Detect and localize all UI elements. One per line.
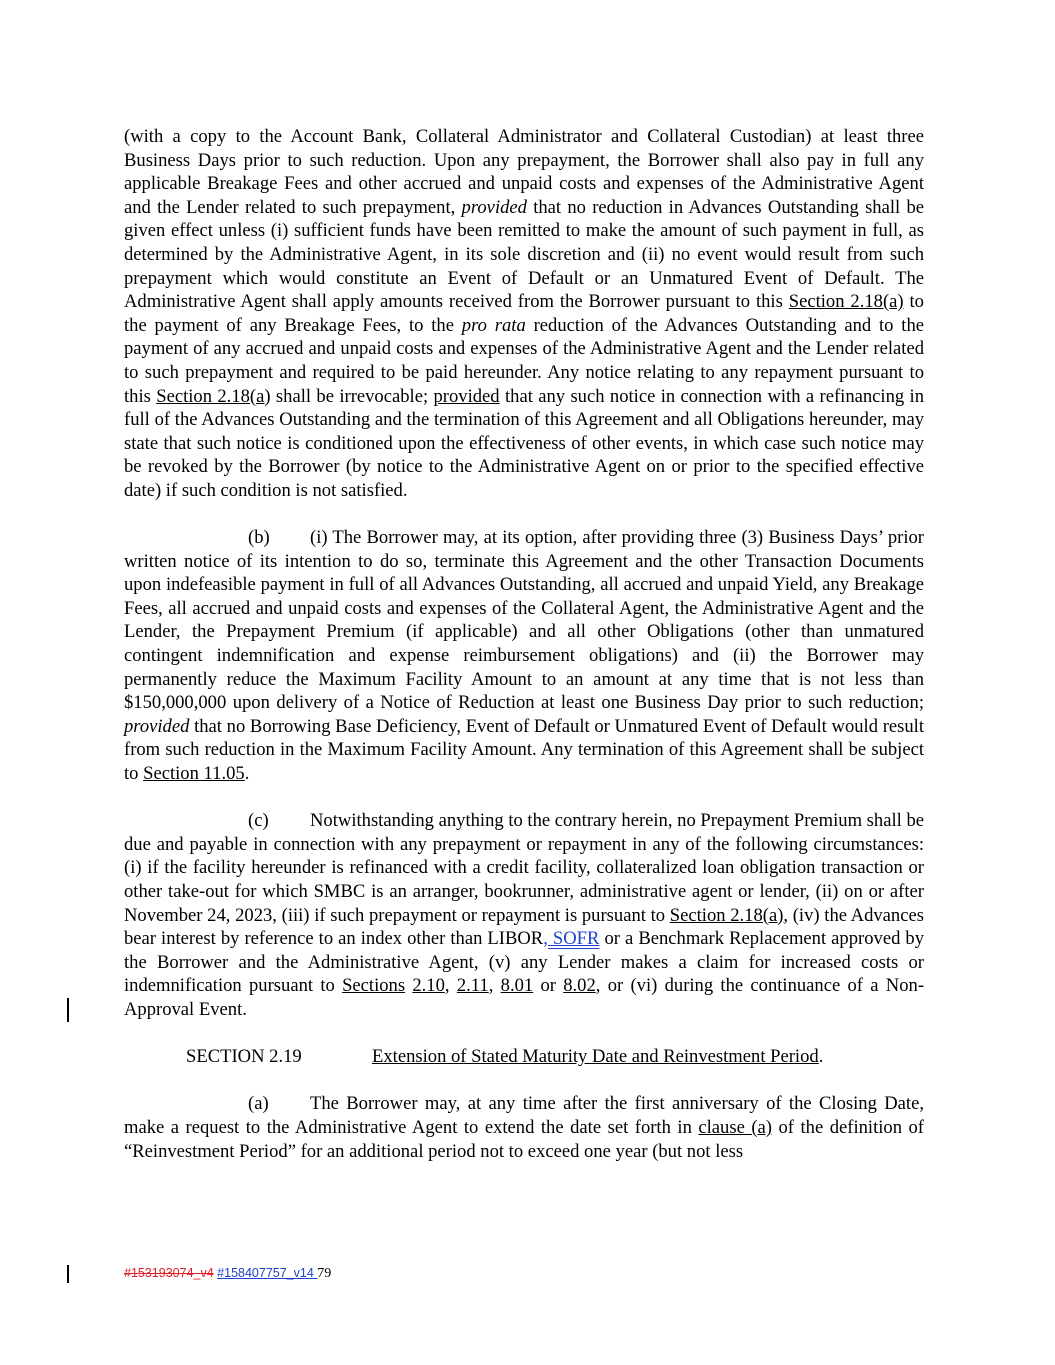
cross-reference-2-10[interactable]: 2.10 — [412, 975, 445, 997]
clause-label-c: (c) — [248, 810, 269, 832]
clause-label-a: (a) — [248, 1093, 269, 1115]
cross-reference-section-2-18a[interactable]: Section 2.18(a) — [156, 385, 271, 407]
emphasis-provided: provided — [124, 715, 190, 737]
tracked-insertion-sofr: , SOFR — [543, 928, 600, 950]
clause-label-b: (b) — [248, 527, 270, 549]
emphasis-pro-rata: pro rata — [461, 314, 526, 336]
cross-reference-section-2-18a[interactable]: Section 2.18(a) — [788, 291, 904, 313]
cross-reference-section-2-18a[interactable]: Section 2.18(a) — [669, 904, 784, 926]
cross-reference-2-11[interactable]: 2.11 — [456, 975, 489, 997]
paragraph-c: (c) Notwithstanding anything to the contrary herein, no Prepayment Premium shall be due and payable in connection with any prepayment or repayment in any of the following circumstances: (i) if the facility hereunder is refinanced with a credit facility, collateralized loan obligation transaction or other take-out for which SMBC is an arranger, bookrunner, administrative agent or lender, (ii) on or after November 24, 2023, (iii) if such prepayment or repayment is pursuant to Section 2.18(a), (iv) the Advances bear interest by reference to an index other than LIBOR, SOFR or a Benchmark Replacement approved by the Borrower and the Administrative Agent, (v) any Lender makes a claim for increased costs or indemnification pursuant to Sections 2.10, 2.11, 8.01 or 8.02, or (vi) during the continuance of a Non-Approval Event. — [124, 810, 925, 1020]
inserted-document-id: #158407757_v14 — [217, 1266, 318, 1280]
section-number: SECTION 2.19 — [186, 1046, 302, 1068]
paragraph-a-continuation: (with a copy to the Account Bank, Collateral Administrator and Collateral Custodian) at least three Business Days prior to such reduction. Upon any prepayment, the Borrower shall also pay in full any applicable Breakage Fees and other accrued and unpaid costs and expenses of the Administrative Agent and the Lender related to such prepayment, provided that no reduction in Advances Outstanding shall be given effect unless (i) sufficient funds have been remitted to make the amount of such payment in full, as determined by the Administrative Agent, in its sole discretion and (ii) no event would result from such prepayment which would constitute an Event of Default or an Unmatured Event of Default. The Administrative Agent shall apply amounts received from the Borrower pursuant to this Section 2.18(a) to the payment of any Breakage Fees, to the pro rata reduction of the Advances Outstanding and to the payment of any accrued and unpaid costs and expenses of the Administrative Agent and the Lender related to such prepayment and required to be paid hereunder. Any notice relating to any repayment pursuant to this Section 2.18(a) shall be irrevocable; provided that any such notice in connection with a refinancing in full of the Advances Outstanding and the termination of this Agreement and all Obligations hereunder, may state that such notice is conditioned upon the effectiveness of other events, in which case such notice may be revoked by the Borrower (by notice to the Administrative Agent on or prior to the specified effective date) if such condition is not satisfied. — [124, 126, 925, 501]
page-footer — [124, 1266, 331, 1282]
emphasis-provided-underlined: provided — [433, 385, 500, 407]
revision-change-bar — [67, 998, 69, 1022]
paragraph-2-19-a: (a) The Borrower may, at any time after the first anniversary of the Closing Date, make a request to the Administrative Agent to extend the date set forth in clause (a) of the definition of “Reinvestment Period” for an additional period not to exceed one year (but not less — [124, 1093, 924, 1162]
revision-change-bar-footer — [67, 1265, 69, 1283]
cross-reference-section-11-05[interactable]: Section 11.05 — [143, 763, 245, 785]
emphasis-provided: provided — [461, 196, 527, 218]
section-title: Extension of Stated Maturity Date and Reinvestment Period — [372, 1046, 819, 1068]
document-page — [124, 125, 924, 1163]
paragraph-b: (b) (i) The Borrower may, at its option, after providing three (3) Business Days’ prior written notice of its intention to do so, terminate this Agreement and the other Transaction Documents upon indefeasible payment in full of all Advances Outstanding, all accrued and unpaid Yield, any Breakage Fees, all accrued and unpaid costs and expenses of the Collateral Agent, the Administrative Agent and the Lender, the Prepayment Premium (if applicable) and all other Obligations (other than unmatured contingent indemnification and expense reimbursement obligations) and (ii) the Borrower may permanently reduce the Maximum Facility Amount to an amount at any time that is not less than $150,000,000 upon delivery of a Notice of Reduction at least one Business Day prior to such reduction; provided that no Borrowing Base Deficiency, Event of Default or Unmatured Event of Default would result from such reduction in the Maximum Facility Amount. Any termination of this Agreement shall be subject to Section 11.05. — [124, 527, 924, 785]
cross-reference-clause-a[interactable]: clause (a) — [698, 1116, 772, 1138]
page-number: 79 — [317, 1266, 332, 1281]
cross-reference-8-01[interactable]: 8.01 — [500, 975, 534, 997]
deleted-document-id: #153193074_v4 — [124, 1266, 214, 1280]
cross-reference-sections[interactable]: Sections — [342, 975, 406, 997]
cross-reference-8-02[interactable]: 8.02 — [563, 975, 596, 997]
section-heading-2-19: SECTION 2.19 Extension of Stated Maturity Date and Reinvestment Period. — [186, 1046, 824, 1068]
